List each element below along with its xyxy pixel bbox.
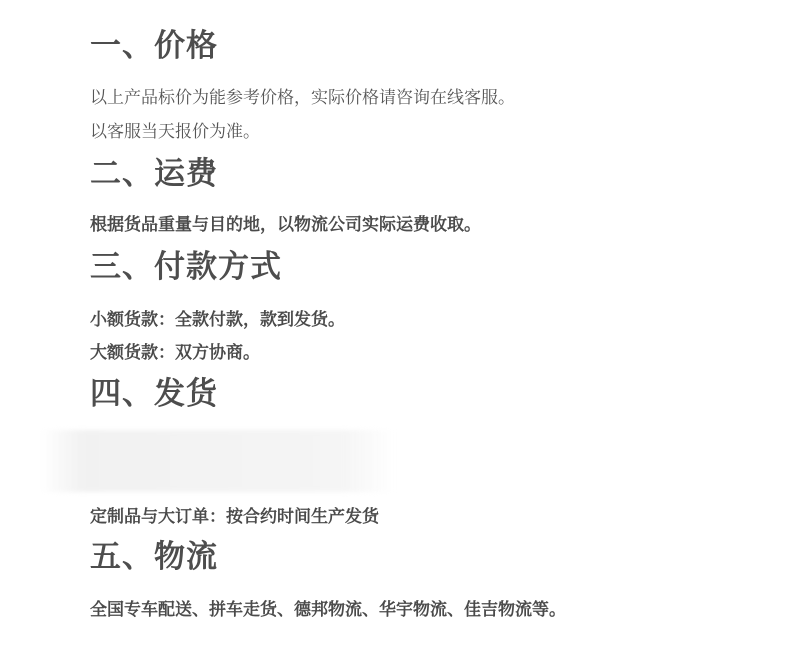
price-note-line-1: 以上产品标价为能参考价格，实际价格请咨询在线客服。 bbox=[90, 88, 515, 108]
section-heading-logistics: 五、物流 bbox=[90, 539, 218, 575]
delivery-custom-orders: 定制品与大订单：按合约时间生产发货 bbox=[90, 507, 379, 527]
payment-small-amount: 小额货款：全款付款，款到发货。 bbox=[90, 310, 345, 330]
payment-large-amount: 大额货款：双方协商。 bbox=[90, 343, 260, 363]
price-note-line-2: 以客服当天报价为准。 bbox=[90, 122, 260, 142]
section-heading-payment: 三、付款方式 bbox=[90, 249, 282, 285]
section-heading-delivery: 四、发货 bbox=[90, 376, 218, 412]
blurred-area bbox=[40, 430, 395, 492]
logistics-options: 全国专车配送、拼车走货、德邦物流、华宇物流、佳吉物流等。 bbox=[90, 600, 566, 620]
section-heading-shipping-fee: 二、运费 bbox=[90, 156, 218, 192]
shipping-fee-note: 根据货品重量与目的地，以物流公司实际运费收取。 bbox=[90, 215, 481, 235]
section-heading-price: 一、价格 bbox=[90, 28, 218, 64]
